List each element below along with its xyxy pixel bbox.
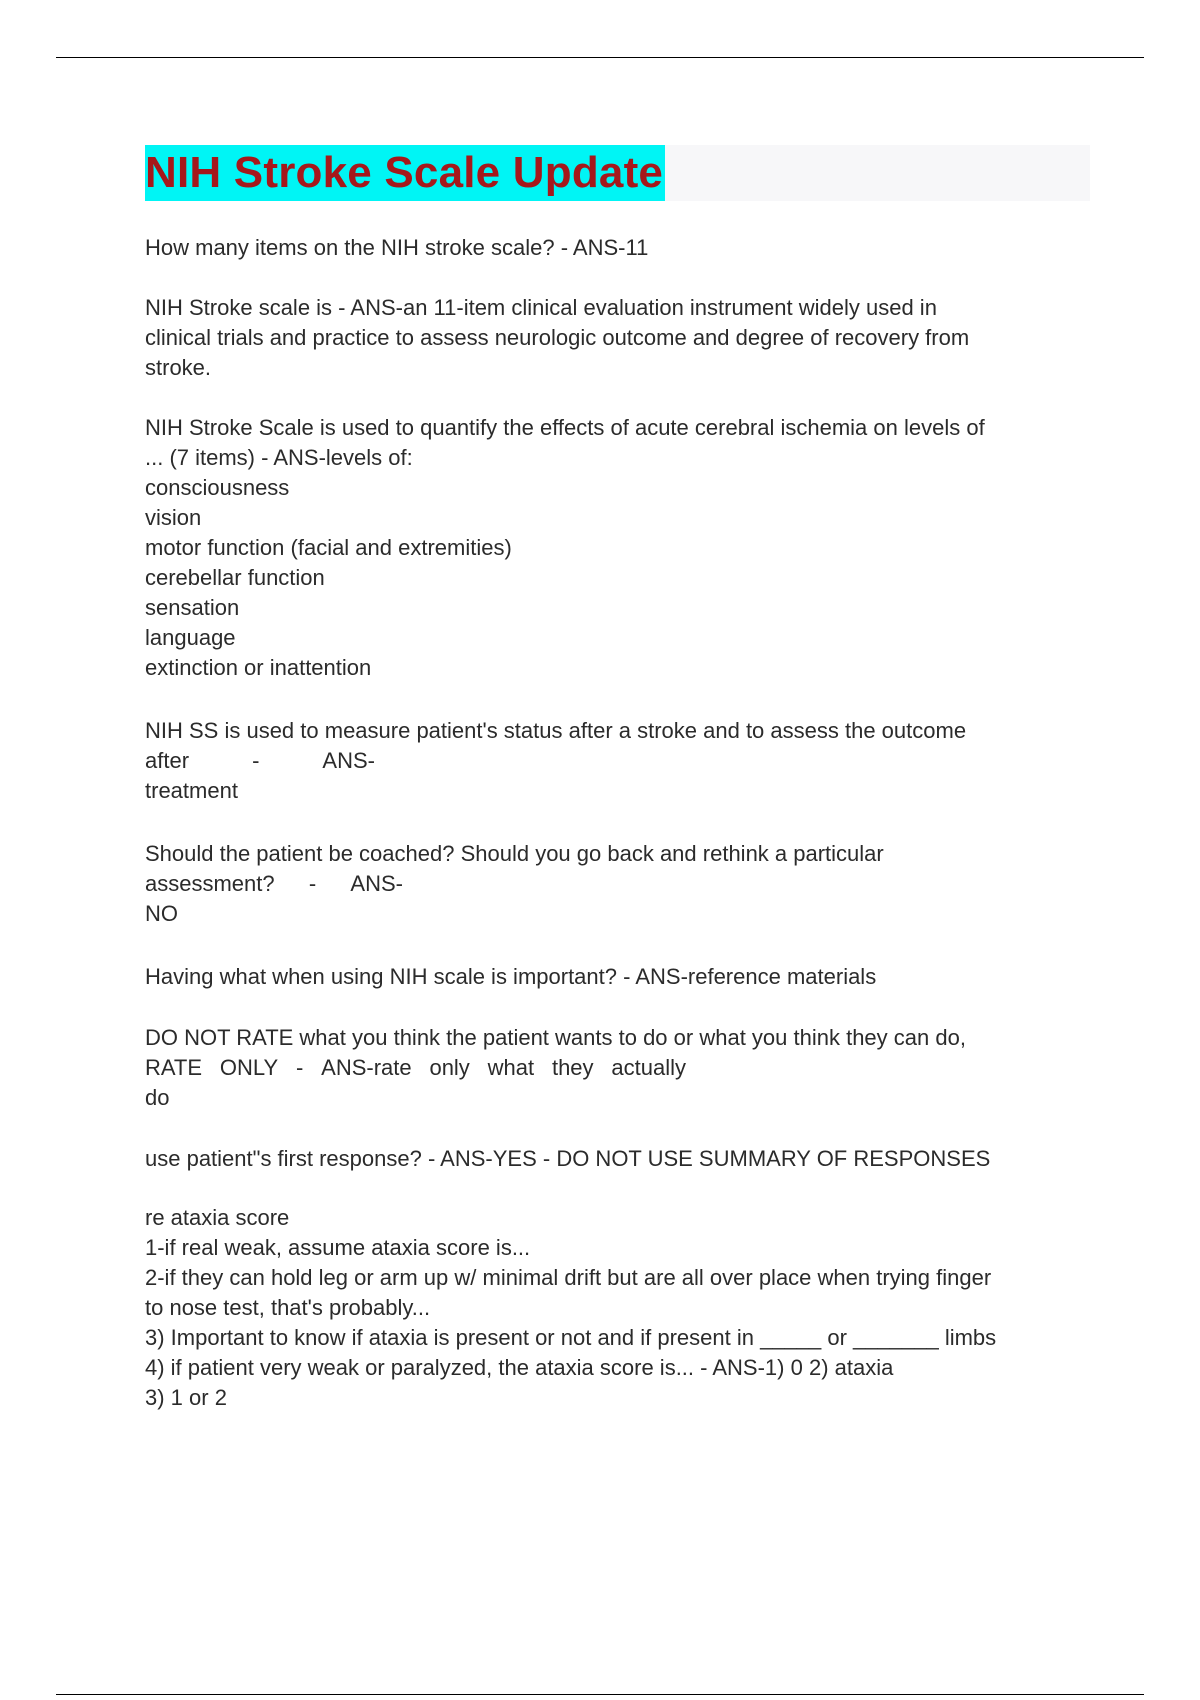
word: what: [487, 1055, 535, 1080]
qa-line: stroke.: [145, 355, 212, 380]
word: ANS-: [350, 871, 403, 896]
qa-answer-line: do: [145, 1085, 170, 1110]
qa-item-rate-only: [145, 1023, 1090, 1113]
list-item: language: [145, 625, 236, 650]
top-rule: [56, 57, 1144, 58]
word: after: [145, 748, 190, 773]
qa-item-coached: [145, 839, 1090, 929]
qa-line: Should the patient be coached? Should you go back and rethink a particular: [145, 841, 884, 866]
qa-line: 4) if patient very weak or paralyzed, the ataxia score is... - ANS-1) 0 2) ataxia: [145, 1355, 894, 1380]
qa-line: 2-if they can hold leg or arm up w/ minimal drift but are all over place when trying finger: [145, 1265, 992, 1290]
list-item: extinction or inattention: [145, 655, 372, 680]
qa-line: 3) 1 or 2: [145, 1385, 227, 1410]
list-item: consciousness: [145, 475, 290, 500]
qa-line: NIH SS is used to measure patient's status after a stroke and to assess the outcome: [145, 718, 967, 743]
word: they: [551, 1055, 594, 1080]
qa-item-measure: [145, 716, 1090, 806]
word: -: [308, 871, 317, 896]
word: ONLY: [219, 1055, 279, 1080]
bottom-rule: [56, 1694, 1144, 1695]
qa-line: 3) Important to know if ataxia is present or not and if present in _____ or _______ limbs: [145, 1325, 997, 1350]
qa-item-levels: [145, 413, 1090, 683]
list-item: sensation: [145, 595, 240, 620]
qa-line: NIH Stroke scale is - ANS-an 11-item clinical evaluation instrument widely used in: [145, 295, 937, 320]
qa-line: Having what when using NIH scale is important? - ANS-reference materials: [145, 964, 877, 989]
word: RATE: [145, 1055, 203, 1080]
qa-justified-line: [145, 1053, 686, 1083]
word: assessment?: [145, 871, 275, 896]
word: only: [429, 1055, 470, 1080]
qa-line: How many items on the NIH stroke scale? - ANS-11: [145, 235, 649, 260]
qa-line: to nose test, that's probably...: [145, 1295, 431, 1320]
qa-line: use patient"s first response? - ANS-YES - DO NOT USE SUMMARY OF RESPONSES: [145, 1146, 991, 1171]
qa-item-ataxia: [145, 1203, 1090, 1413]
qa-line: 1-if real weak, assume ataxia score is...: [145, 1235, 531, 1260]
page-title: NIH Stroke Scale Update: [145, 145, 665, 201]
qa-answer-line: treatment: [145, 778, 238, 803]
qa-line: DO NOT RATE what you think the patient wants to do or what you think they can do,: [145, 1025, 966, 1050]
qa-answer-line: NO: [145, 901, 178, 926]
qa-line: ... (7 items) - ANS-levels of:: [145, 445, 413, 470]
word: actually: [611, 1055, 686, 1080]
qa-item-definition: [145, 293, 1090, 383]
qa-item-reference: [145, 962, 1090, 992]
word: ANS-rate: [321, 1055, 412, 1080]
list-item: motor function (facial and extremities): [145, 535, 512, 560]
word: -: [295, 1055, 304, 1080]
qa-justified-line: [145, 746, 375, 776]
qa-justified-line: [145, 869, 403, 899]
qa-line: re ataxia score: [145, 1205, 290, 1230]
qa-line: NIH Stroke Scale is used to quantify the effects of acute cerebral ischemia on levels of: [145, 415, 985, 440]
word: -: [252, 748, 260, 773]
qa-item-items-count: [145, 233, 1090, 263]
word: ANS-: [322, 748, 375, 773]
qa-item-first-response: [145, 1144, 1090, 1174]
qa-line: clinical trials and practice to assess neurologic outcome and degree of recovery from: [145, 325, 970, 350]
list-item: vision: [145, 505, 202, 530]
list-item: cerebellar function: [145, 565, 325, 590]
